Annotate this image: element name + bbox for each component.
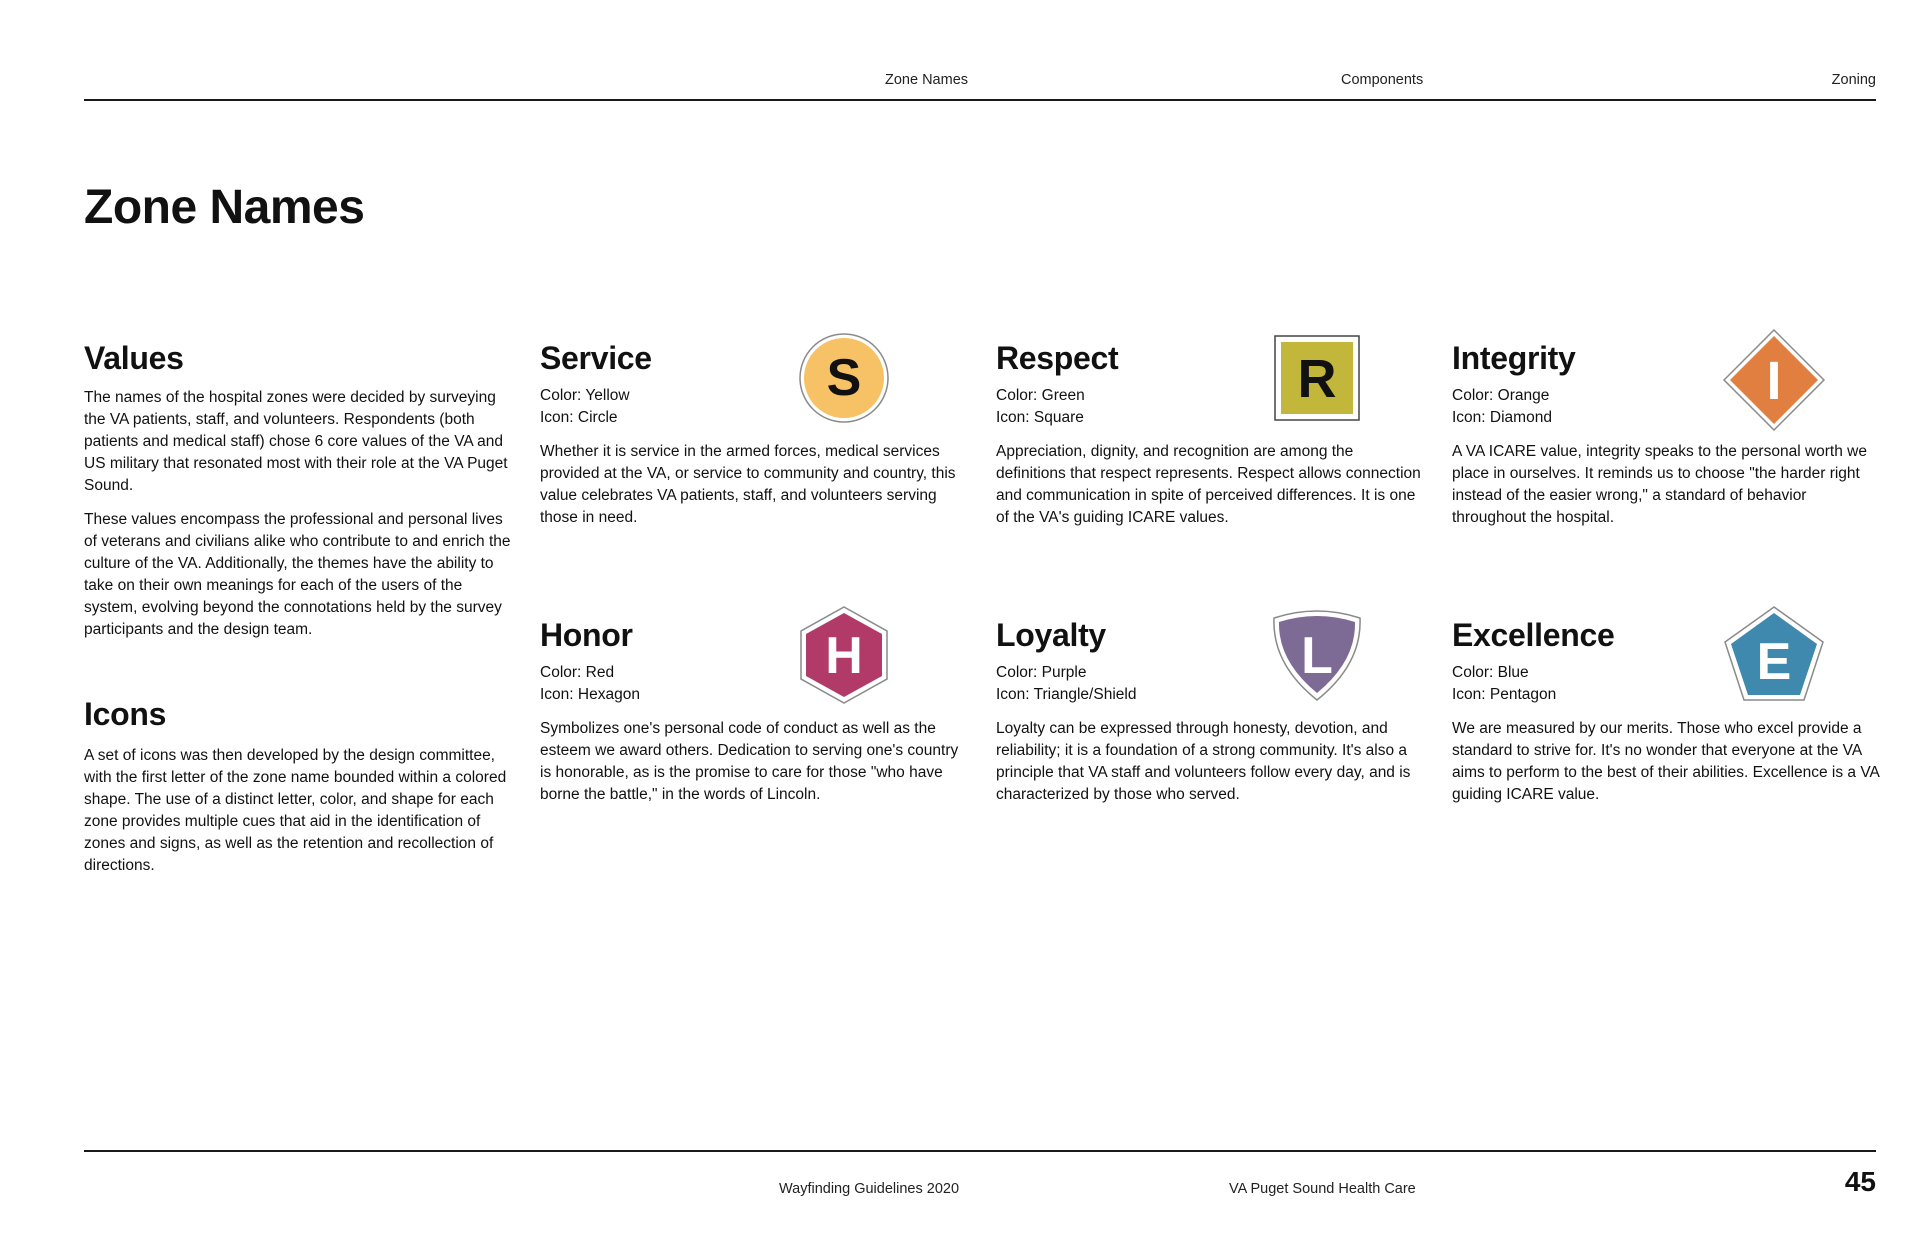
header-rule bbox=[84, 99, 1876, 101]
values-paragraph-1: The names of the hospital zones were decided by surveying the VA patients, staff, and volunteers. Respondents (both patients and medical staff) chose 6 core values of the VA and US military that resonated most with their role at the VA Puget Sound. bbox=[84, 389, 508, 494]
zone-card-service bbox=[540, 338, 970, 558]
zone-description: We are measured by our merits. Those who excel provide a standard to strive for. It's no wonder that everyone at the VA aims to perform to the best of their abilities. Excellence is a VA guiding ICARE value. bbox=[1452, 720, 1880, 803]
zone-card-respect bbox=[996, 338, 1426, 558]
zone-description: Whether it is service in the armed forces, medical services provided at the VA, or service to community and country, this value celebrates VA patients, staff, and volunteers serving those in need. bbox=[540, 443, 956, 526]
zone-description: A VA ICARE value, integrity speaks to the personal worth we place in ourselves. It reminds us to choose "the harder right instead of the easier wrong," a standard of behavior throughout the hospital. bbox=[1452, 443, 1867, 526]
zone-letter: I bbox=[1766, 351, 1782, 411]
zone-description: Loyalty can be expressed through honesty, devotion, and reliability; it is a foundation of a strong community. It's also a principle that VA staff and volunteers follow every day, and is characterized by those who served. bbox=[996, 720, 1411, 803]
nav-item-components[interactable]: Components bbox=[1341, 72, 1424, 88]
zone-icon-type: Icon: Square bbox=[996, 409, 1084, 426]
footer-organization: VA Puget Sound Health Care bbox=[1229, 1181, 1416, 1197]
icons-paragraph: A set of icons was then developed by the design committee, with the first letter of the zone name bounded within a colored shape. The use of a distinct letter, color, and shape for each zone provides multiple cues that aid in the identification of zones and signs, as well as the retention and recollection of directions. bbox=[84, 747, 507, 874]
footer-document-title: Wayfinding Guidelines 2020 bbox=[779, 1181, 960, 1197]
zone-color: Color: Yellow bbox=[540, 387, 630, 404]
zone-name: Integrity bbox=[1452, 340, 1576, 376]
zone-card-honor bbox=[540, 615, 970, 835]
zone-letter: L bbox=[1301, 627, 1333, 685]
values-section bbox=[84, 338, 514, 641]
page-title: Zone Names bbox=[84, 181, 365, 234]
zone-icon-type: Icon: Triangle/Shield bbox=[996, 686, 1137, 703]
zone-icon-type: Icon: Pentagon bbox=[1452, 686, 1557, 703]
values-paragraph-2: These values encompass the professional and personal lives of veterans and civilians alike who contribute to and enrich the culture of the VA. Additionally, the themes have the ability to take on their own meanings for each of the users of the system, evolving beyond the connotations held by the survey participants and the design team. bbox=[84, 511, 511, 638]
zone-name: Loyalty bbox=[996, 617, 1106, 653]
zone-name: Honor bbox=[540, 617, 633, 653]
zone-card-excellence bbox=[1452, 615, 1882, 835]
zone-description: Symbolizes one's personal code of conduct as well as the esteem we award others. Dedication to serving one's country is honorable, as is the promise to care for those "who have borne the battle," in the words of Lincoln. bbox=[540, 720, 959, 803]
zone-letter: E bbox=[1756, 633, 1792, 691]
loyalty-shield-icon bbox=[1270, 608, 1364, 702]
icons-heading: Icons bbox=[84, 696, 167, 732]
zone-name: Respect bbox=[996, 340, 1119, 376]
zone-name: Service bbox=[540, 340, 652, 376]
zone-card-loyalty bbox=[996, 615, 1426, 835]
zone-letter: R bbox=[1297, 349, 1337, 409]
zone-card-integrity bbox=[1452, 338, 1882, 558]
nav-item-zone-names[interactable]: Zone Names bbox=[885, 72, 969, 88]
zone-color: Color: Green bbox=[996, 387, 1085, 404]
page-number: 45 bbox=[1844, 1166, 1876, 1197]
zone-icon-type: Icon: Hexagon bbox=[540, 686, 640, 703]
zone-icon-type: Icon: Circle bbox=[540, 409, 618, 426]
zone-color: Color: Red bbox=[540, 664, 615, 681]
footer-rule bbox=[84, 1150, 1876, 1152]
zone-letter: S bbox=[826, 349, 862, 407]
integrity-diamond-icon bbox=[1723, 329, 1825, 431]
zone-icon-type: Icon: Diamond bbox=[1452, 409, 1552, 426]
values-heading: Values bbox=[84, 340, 184, 376]
excellence-pentagon-icon bbox=[1724, 606, 1824, 702]
zone-color: Color: Purple bbox=[996, 664, 1087, 681]
zone-letter: H bbox=[825, 627, 863, 685]
zone-color: Color: Orange bbox=[1452, 387, 1550, 404]
icons-section bbox=[84, 694, 514, 877]
honor-hexagon-icon bbox=[799, 606, 889, 704]
respect-square-icon bbox=[1274, 335, 1360, 421]
service-circle-icon bbox=[798, 332, 890, 424]
zone-color: Color: Blue bbox=[1452, 664, 1529, 681]
nav-item-zoning[interactable]: Zoning bbox=[1831, 72, 1876, 88]
zone-name: Excellence bbox=[1452, 617, 1615, 653]
zone-description: Appreciation, dignity, and recognition are among the definitions that respect represents. Respect allows connection and communication in spite of perceived differences. It is one of the VA's guiding ICARE values. bbox=[996, 443, 1421, 526]
